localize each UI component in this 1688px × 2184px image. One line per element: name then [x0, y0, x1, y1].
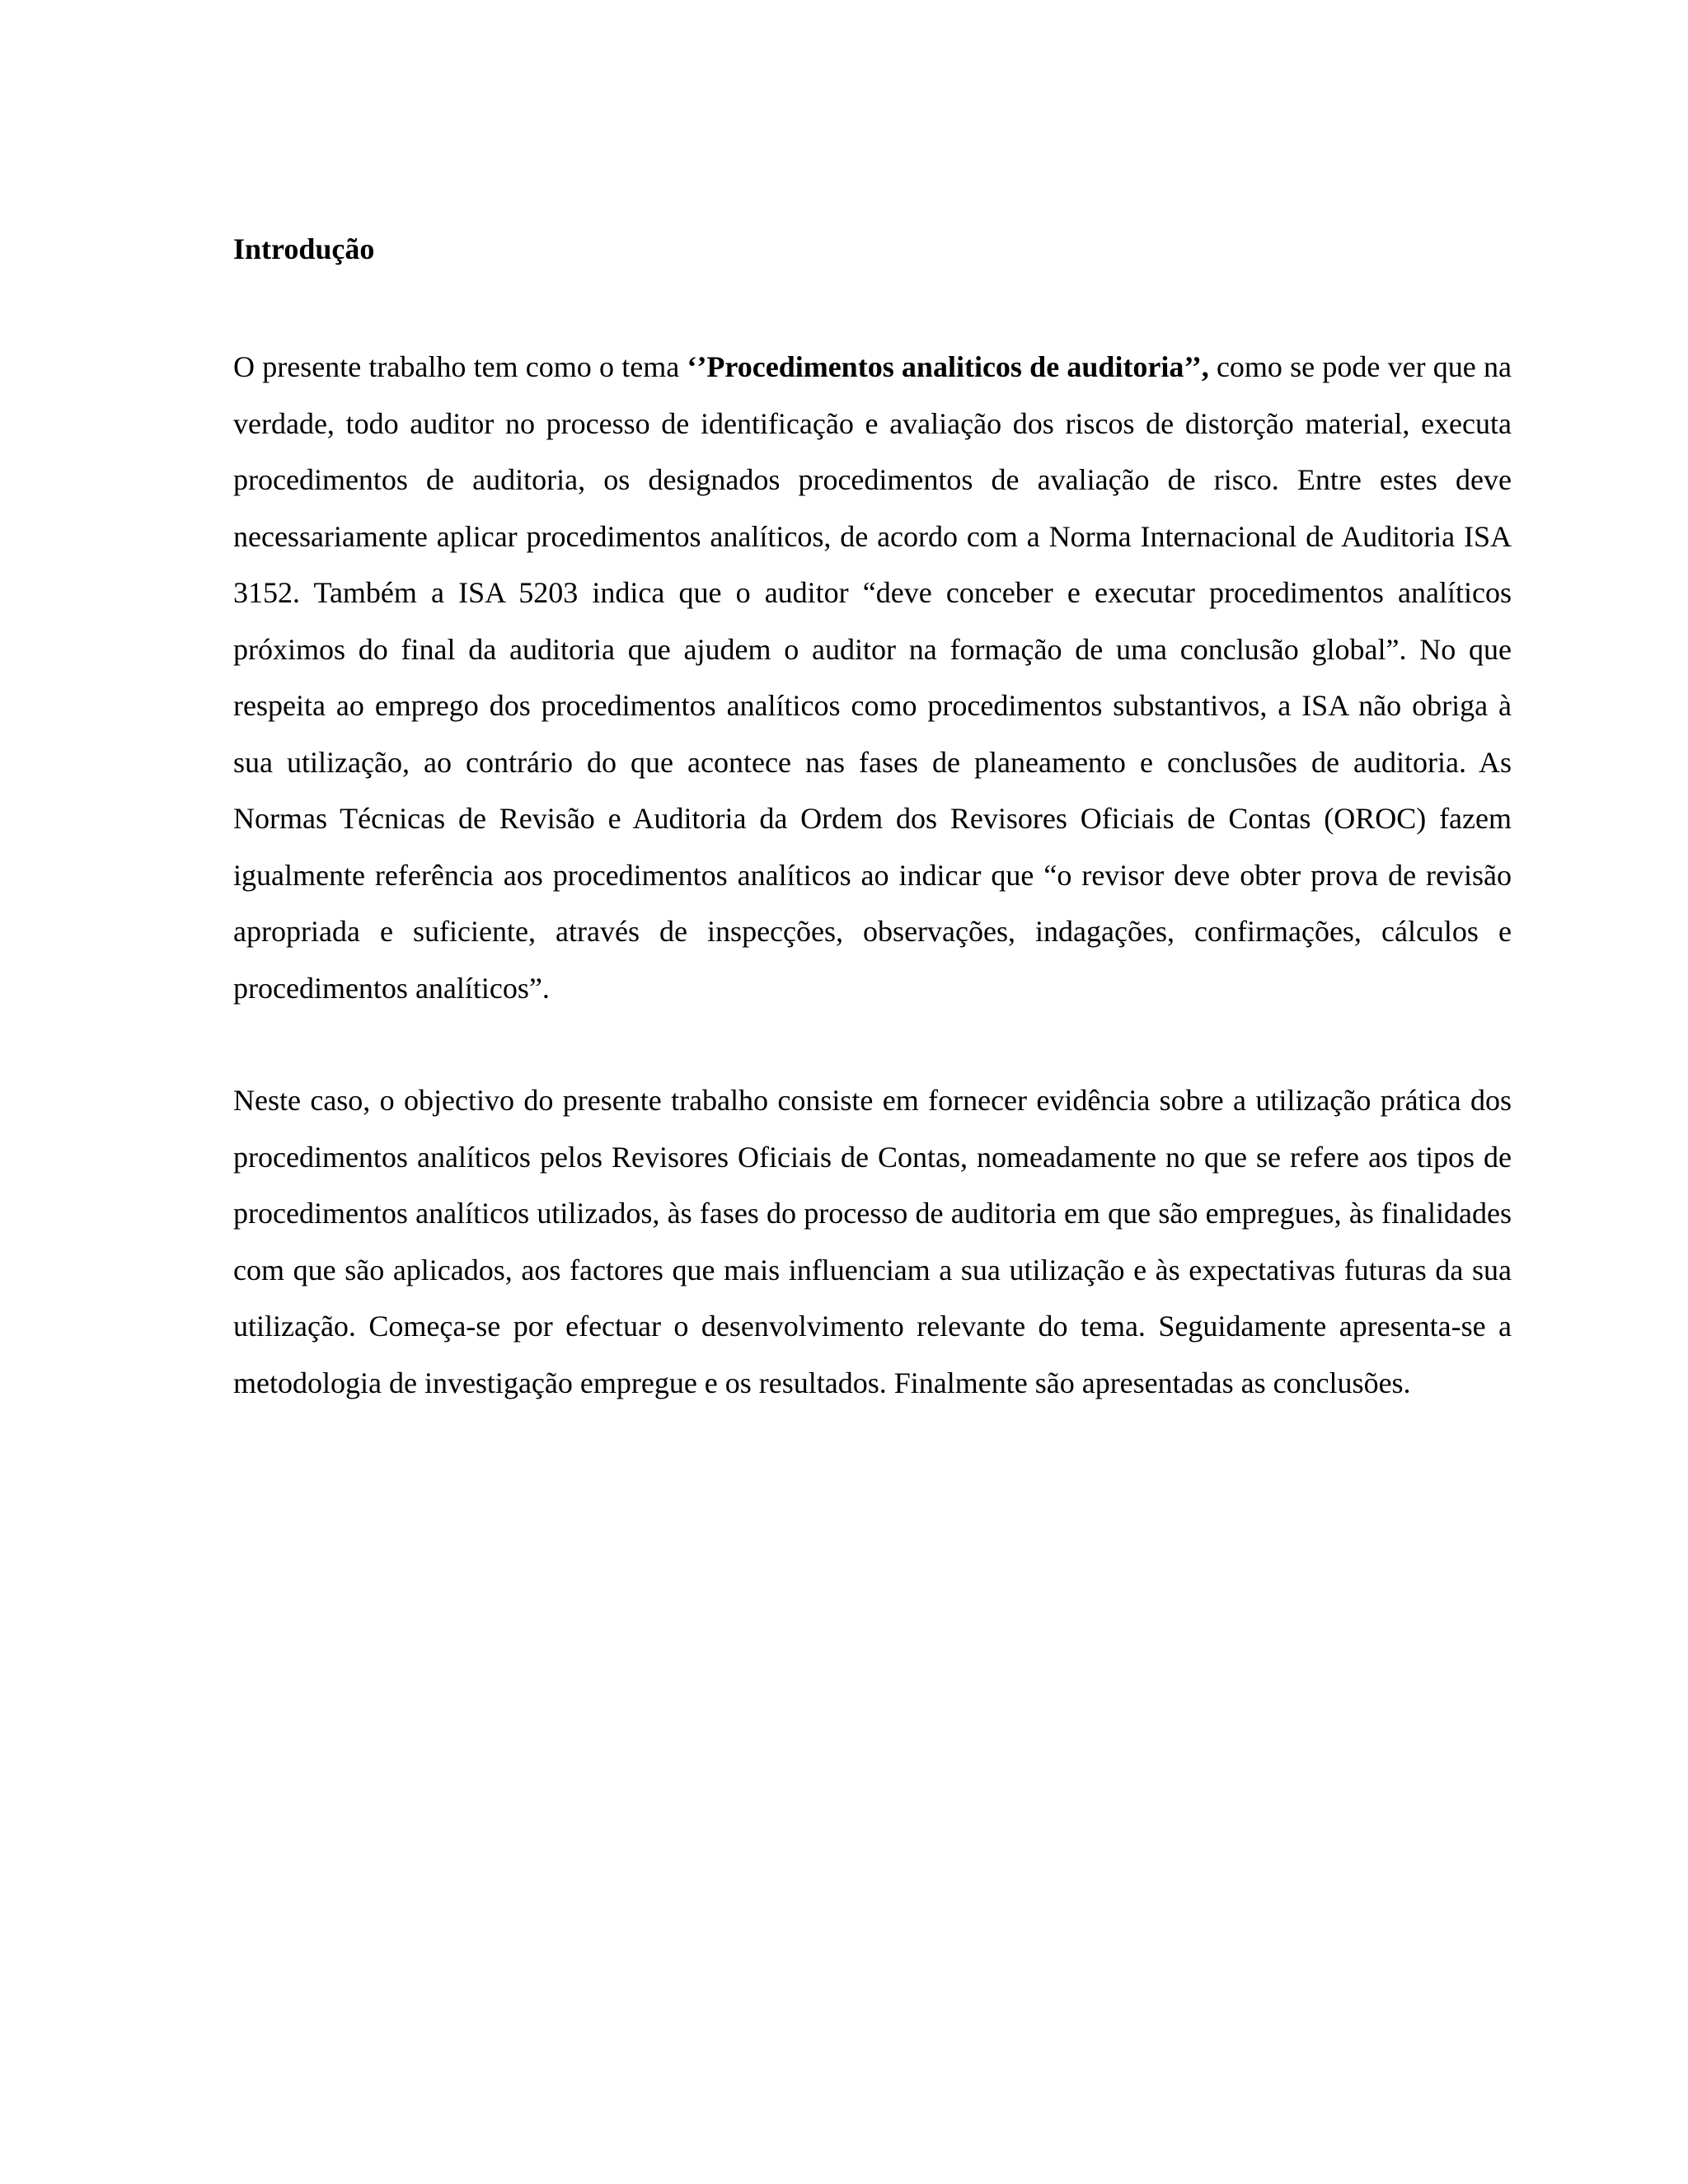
section-heading: Introdução: [233, 232, 375, 265]
intro-paragraph-2: Neste caso, o objectivo do presente trabalho consiste em fornecer evidência sobre a utilização prática dos procedimentos analíticos pelos Revisores Oficiais de Contas, nomeadamente no que se refere aos tipos de procedimentos analíticos utilizados, às fases do processo de auditoria em que são empregues, às finalidades com que são aplicados, aos factores que mais influenciam a sua utilização e às expectativas futuras da sua utilização. Começa-se por efectuar o desenvolvimento relevante do tema. Seguidamente apresenta-se a metodologia de investigação empregue e os resultados. Finalmente são apresentadas as conclusões.: [233, 1084, 1512, 1399]
paragraph-1-text-start: O presente trabalho tem como o tema: [233, 350, 687, 383]
paragraph-1-text-end: como se pode ver que na verdade, todo auditor no processo de identificação e avaliação dos riscos de distorção material, executa procedimentos de auditoria, os designados procedimentos de avaliação de risco. Entre estes deve necessariamente aplicar procedimentos analíticos, de acordo com a Norma Internacional de Auditoria ISA 3152. Também a ISA 5203 indica que o auditor “deve conceber e executar procedimentos analíticos próximos do final da auditoria que ajudem o auditor na formação de uma conclusão global”. No que respeita ao emprego dos procedimentos analíticos como procedimentos substantivos, a ISA não obriga à sua utilização, ao contrário do que acontece nas fases de planeamento e conclusões de auditoria. As Normas Técnicas de Revisão e Auditoria da Ordem dos Revisores Oficiais de Contas (OROC) fazem igualmente referência aos procedimentos analíticos ao indicar que “o revisor deve obter prova de revisão apropriada e suficiente, através de inspecções, observações, indagações, confirmações, cálculos e procedimentos analíticos”.: [233, 350, 1512, 1005]
document-body: [233, 224, 1512, 1411]
paragraph-1-topic-title: ‘’Procedimentos analiticos de auditoria’’,: [687, 350, 1209, 383]
intro-paragraph-1: [233, 339, 1512, 1016]
